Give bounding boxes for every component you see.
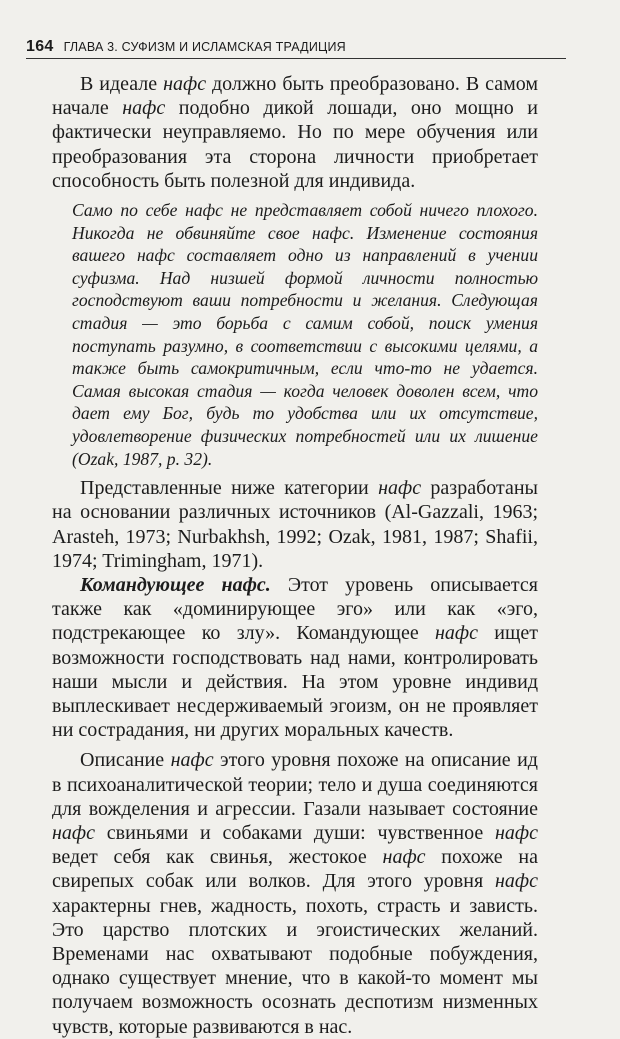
text-run: похоже на свирепых собак или волков. Для этого уровня bbox=[52, 846, 538, 893]
text-run: свиньями и собаками души: чувственное bbox=[95, 821, 495, 844]
page-body bbox=[52, 72, 538, 1039]
text-run: В идеале bbox=[80, 73, 164, 95]
text-run: должно быть преобразовано. В самом начале bbox=[52, 73, 539, 120]
header-rule bbox=[26, 58, 566, 59]
term-nafs: нафс bbox=[495, 870, 538, 893]
text-run: ищет возможности господствовать над нами, контролировать наши мысли и действия. На этом уровне индивид выплескивает несдерживаемый эгоизм, он не проявляет ни сострадания, ни других моральных качеств. bbox=[52, 622, 538, 742]
term-nafs: нафс bbox=[170, 749, 214, 772]
paragraph-categories bbox=[52, 476, 538, 573]
term-nafs: нафс bbox=[122, 97, 166, 120]
text-run: ведет себя как свинья, жестокое bbox=[52, 846, 383, 869]
text-run: разработаны на основании различных источников (Al-Gazzali, 1963; Arasteh, 1973; Nurbakhsh, 1992; Ozak, 1981, 1987; Shafii, 1974; Trimingham, 1971). bbox=[52, 477, 538, 572]
text-run: характерны гнев, жадность, похоть, страсть и зависть. Это царство плотских и эгоистических желаний. Временами нас охватывают подобные побуждения, однако существует мнение, что в какой-то момент мы получаем возможность осознать деспотизм низменных чувств, которые развиваются в нас. bbox=[52, 894, 538, 1038]
block-quote: Само по себе нафс не представляет собой ничего плохого. Никогда не обвиняйте свое нафс. Изменение состояния вашего нафс составляет одно из направлений в учении суфизма. Над низшей формой личности полностью господствуют ваши потребности и желания. Следующая стадия — это борьба с самим собой, поиск умения поступать разумно, в соответствии с высокими целями, а также быть самокритичным, если что-то не удается. Самая высокая стадия — когда человек доволен всем, что дает ему Бог, будь то удобства или их отсутствие, удовлетворение физических потребностей или их лишение (Ozak, 1987, p. 32). bbox=[72, 200, 538, 469]
text-run: Этот уровень описывается также как «доминирующее эго» или как «эго, подстрекающее ко злу». Командующее bbox=[52, 573, 538, 645]
paragraph-description bbox=[52, 748, 538, 1038]
paragraph-commanding-nafs bbox=[52, 573, 538, 742]
section-run-in-heading: Командующее нафс. bbox=[80, 573, 271, 596]
term-nafs: нафс bbox=[163, 73, 207, 95]
running-header bbox=[26, 38, 566, 60]
term-nafs: нафс bbox=[434, 622, 478, 645]
paragraph-ideal-nafs bbox=[52, 72, 538, 193]
text-run: этого уровня похоже на описание ид в психоаналитической теории; тело и душа соединяются для вожделения и агрессии. Газали называет состояние bbox=[52, 749, 538, 820]
page-number: 164 bbox=[26, 38, 54, 55]
term-nafs: нафс bbox=[378, 477, 422, 500]
chapter-title: ГЛАВА 3. СУФИЗМ И ИСЛАМСКАЯ ТРАДИЦИЯ bbox=[63, 40, 346, 54]
term-nafs: нафс bbox=[495, 821, 538, 844]
text-run: Представленные ниже категории bbox=[80, 477, 379, 500]
term-nafs: нафс bbox=[382, 846, 426, 869]
text-run: подобно дикой лошади, оно мощно и фактически неуправляемо. Но по мере обучения или преобразования эта сторона личности приобретает способность быть полезной для индивида. bbox=[52, 97, 538, 192]
term-nafs: нафс bbox=[52, 821, 95, 844]
text-run: Описание bbox=[80, 749, 171, 772]
